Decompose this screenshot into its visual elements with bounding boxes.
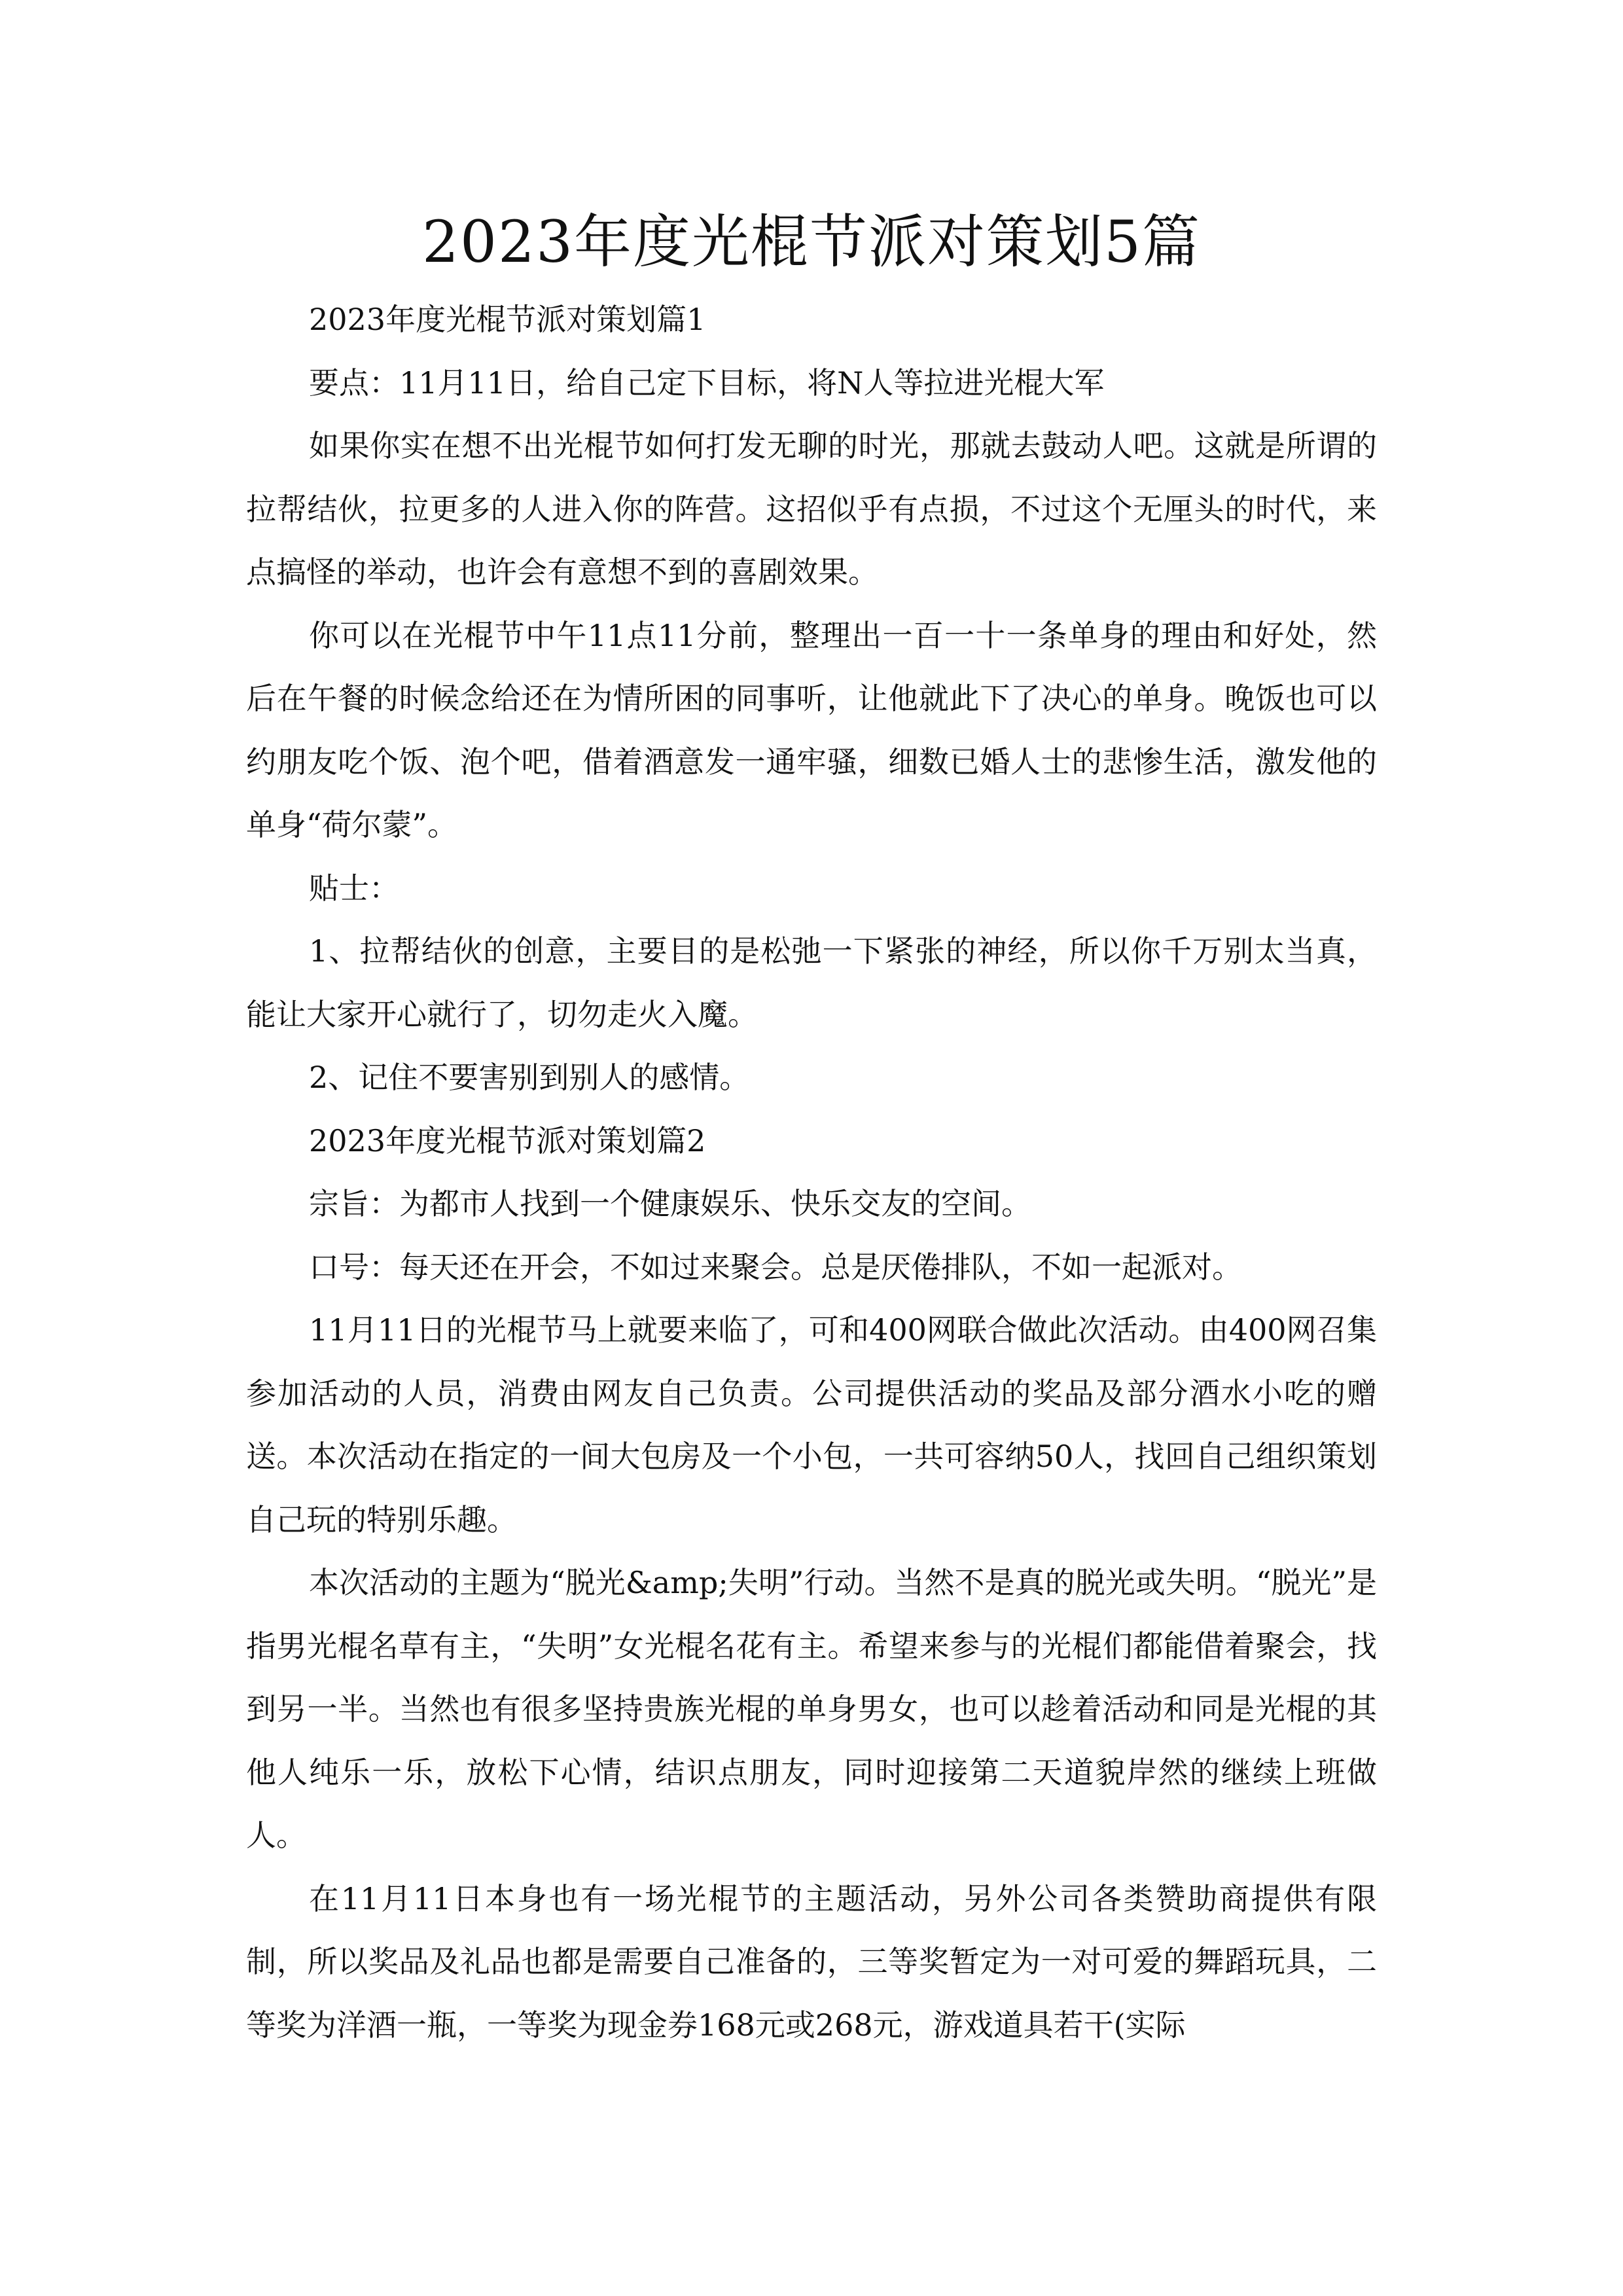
- body-paragraph: 如果你实在想不出光棍节如何打发无聊的时光，那就去鼓动人吧。这就是所谓的拉帮结伙，拉更多的人进入你的阵营。这招似乎有点损，不过这个无厘头的时代，来点搞怪的举动，也许会有意想不到的喜剧效果。: [246, 428, 1377, 590]
- body-paragraph: 11月11日的光棍节马上就要来临了，可和400网联合做此次活动。由400网召集参加活动的人员，消费由网友自己负责。公司提供活动的奖品及部分酒水小吃的赠送。本次活动在指定的一间大包房及一个小包，一共可容纳50人，找回自己组织策划自己玩的特别乐趣。: [246, 1312, 1377, 1537]
- document-title: 2023年度光棍节派对策划5篇: [422, 208, 1201, 276]
- body-paragraph: 在11月11日本身也有一场光棍节的主题活动，另外公司各类赞助商提供有限制，所以奖品及礼品也都是需要自己准备的，三等奖暂定为一对可爱的舞蹈玩具，二等奖为洋酒一瓶，一等奖为现金券168元或268元，游戏道具若干(实际: [246, 1880, 1377, 2043]
- tip-item-1: 1、拉帮结伙的创意，主要目的是松弛一下紧张的神经，所以你千万别太当真，能让大家开心就行了，切勿走火入魔。: [246, 933, 1377, 1032]
- section-heading-1: 2023年度光棍节派对策划篇1: [309, 302, 706, 337]
- tip-item-2: 2、记住不要害别到别人的感情。: [309, 1060, 750, 1095]
- body-paragraph: 你可以在光棍节中午11点11分前，整理出一百一十一条单身的理由和好处，然后在午餐的时候念给还在为情所困的同事听，让他就此下了决心的单身。晚饭也可以约朋友吃个饭、泡个吧，借着酒意发一通牢骚，细数已婚人士的悲惨生活，激发他的单身“荷尔蒙”。: [246, 617, 1377, 842]
- section-heading-2: 2023年度光棍节派对策划篇2: [309, 1122, 706, 1158]
- purpose-paragraph: 宗旨：为都市人找到一个健康娱乐、快乐交友的空间。: [309, 1186, 1031, 1221]
- body-paragraph: 本次活动的主题为“脱光&amp;失明”行动。当然不是真的脱光或失明。“脱光”是指男光棍名草有主，“失明”女光棍名花有主。希望来参与的光棍们都能借着聚会，找到另一半。当然也有很多坚持贵族光棍的单身男女，也可以趁着活动和同是光棍的其他人纯乐一乐，放松下心情，结识点朋友，同时迎接第二天道貌岸然的继续上班做人。: [246, 1565, 1377, 1853]
- tips-label: 贴士：: [309, 870, 399, 906]
- document-content: [246, 196, 1377, 2056]
- key-point-paragraph: 要点：11月11日，给自己定下目标，将N人等拉进光棍大军: [309, 365, 1105, 401]
- slogan-paragraph: 口号：每天还在开会，不如过来聚会。总是厌倦排队，不如一起派对。: [309, 1249, 1242, 1285]
